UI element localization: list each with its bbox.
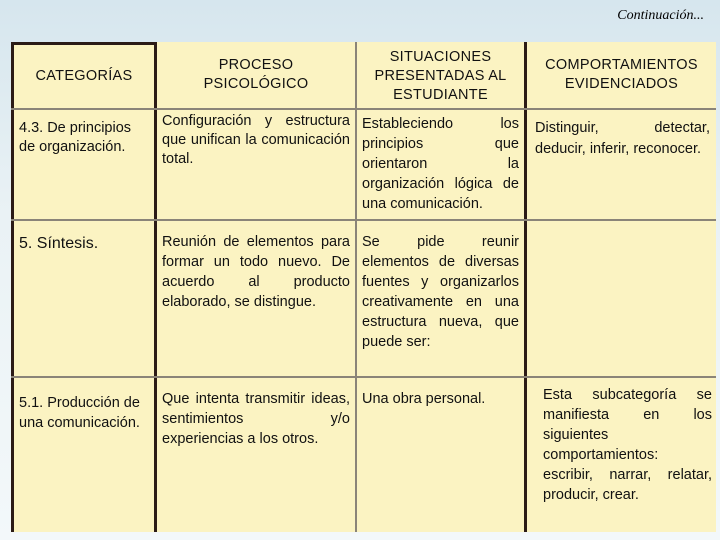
row1-comportamiento: Distinguir, detectar, deducir, inferir, reconocer.	[527, 110, 716, 219]
row1-proceso: Configuración y estructura que unifican la comunicación total.	[157, 110, 355, 219]
header-categorias: CATEGORÍAS	[14, 45, 154, 108]
row3-categoria: 5.1. Producción de una comunicación.	[14, 378, 154, 532]
row3-situacion: Una obra personal.	[357, 378, 524, 532]
header-comportamientos: COMPORTAMIENTOS EVIDENCIADOS	[527, 42, 716, 108]
header-proceso-psicologico: PROCESO PSICOLÓGICO	[157, 42, 355, 108]
row1-situacion: Estableciendo los principios que orientaron la organización lógica de una comunicación.	[357, 110, 524, 219]
header-situaciones: SITUACIONES PRESENTADAS AL ESTUDIANTE	[357, 42, 524, 108]
row2-proceso: Reunión de elementos para formar un todo nuevo. De acuerdo al producto elaborado, se distingue.	[157, 221, 355, 376]
row2-comportamiento	[527, 221, 716, 376]
continuation-label: Continuación...	[617, 8, 704, 23]
row1-categoria: 4.3. De principios de organización.	[14, 110, 154, 219]
taxonomy-table	[11, 42, 716, 532]
row3-comportamiento: Esta subcategoría se manifiesta en los siguientes comportamientos: escribir, narrar, relatar, producir, crear.	[527, 378, 716, 532]
row3-proceso: Que intenta transmitir ideas, sentimientos y/o experiencias a los otros.	[157, 378, 355, 532]
row2-categoria: 5. Síntesis.	[14, 221, 154, 376]
row2-situacion: Se pide reunir elementos de diversas fuentes y organizarlos creativamente en una estructura nueva, que puede ser:	[357, 221, 524, 376]
